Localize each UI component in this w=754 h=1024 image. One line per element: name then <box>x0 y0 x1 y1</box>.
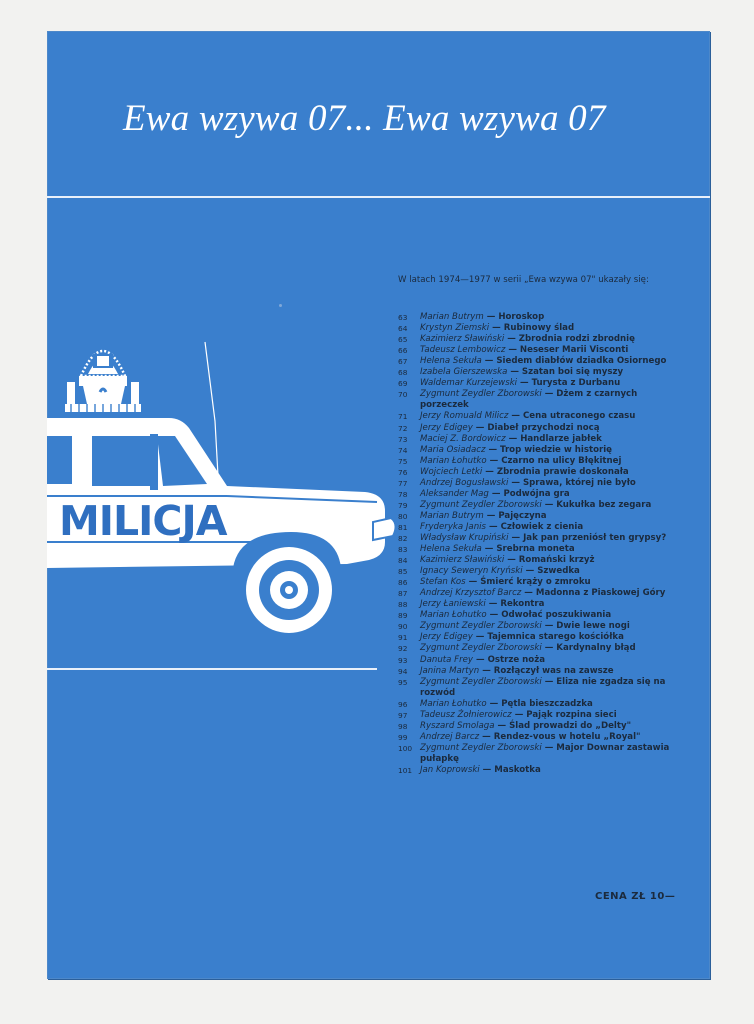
list-item-author: Jerzy Edigey <box>420 632 473 643</box>
list-item-author: Helena Sekuła <box>420 544 482 555</box>
list-item <box>398 544 678 555</box>
list-item <box>398 743 678 765</box>
list-item-number: 97 <box>398 710 408 720</box>
siren-light-icon <box>65 351 141 412</box>
list-item-number: 79 <box>398 500 408 510</box>
list-item-number: 101 <box>398 765 413 775</box>
list-item <box>398 411 678 422</box>
list-item-separator: — <box>541 742 557 753</box>
list-item-number: 90 <box>398 622 408 632</box>
list-item-separator: — <box>522 566 538 577</box>
list-item-title: Horoskop <box>498 312 545 323</box>
list-item-author: Kazimierz Sławiński <box>420 334 505 345</box>
list-item-separator: — <box>485 444 501 455</box>
list-item-number: 74 <box>398 445 408 455</box>
list-item-title: Diabeł przychodzi nocą <box>487 422 600 433</box>
list-item-title: Romański krzyż <box>518 555 595 566</box>
list-item-separator: — <box>481 544 497 555</box>
list-item-number: 98 <box>398 721 408 731</box>
list-item <box>398 610 678 621</box>
list-item-author: Izabela Gierszewska <box>420 367 508 378</box>
list-item-number: 73 <box>398 434 408 444</box>
list-item <box>398 389 678 411</box>
list-item-author: Zygmunt Zeydler Zborowski <box>420 389 542 400</box>
list-item-separator: — <box>483 510 499 521</box>
list-item <box>398 323 678 334</box>
list-item-number: 82 <box>398 533 408 543</box>
list-item <box>398 434 678 445</box>
list-item <box>398 522 678 533</box>
list-item-title: Eliza nie zgadza się na rozwód <box>420 676 666 698</box>
list-item-separator: — <box>541 499 557 510</box>
list-item-author: Jerzy Łaniewski <box>420 599 486 610</box>
list-item <box>398 721 678 732</box>
list-item-separator: — <box>486 610 502 621</box>
list-item-number: 64 <box>398 324 408 334</box>
list-item-title: Ślad prowadzi do „Delty" <box>509 720 632 731</box>
list-item <box>398 423 678 434</box>
list-item <box>398 334 678 345</box>
list-item-author: Zygmunt Zeydler Zborowski <box>420 742 542 753</box>
list-item <box>398 643 678 654</box>
list-item-separator: — <box>541 643 557 654</box>
list-item-number: 77 <box>398 478 408 488</box>
list-item-author: Danuta Frey <box>420 654 473 665</box>
list-item-title: Pajęczyna <box>498 510 547 521</box>
list-item-separator: — <box>494 720 510 731</box>
list-item-title: Rubinowy ślad <box>503 323 575 334</box>
list-item-author: Janina Martyn <box>420 665 480 676</box>
list-item-number: 94 <box>398 666 408 676</box>
list-item-title: Dżem z czarnych porzeczek <box>420 389 638 411</box>
list-item <box>398 632 678 643</box>
series-title: Ewa wzywa 07... Ewa wzywa 07 <box>123 98 606 139</box>
list-item <box>398 566 678 577</box>
list-item <box>398 765 678 776</box>
list-item-number: 76 <box>398 467 408 477</box>
list-item-separator: — <box>486 698 502 709</box>
list-item <box>398 588 678 599</box>
list-item <box>398 511 678 522</box>
list-item-author: Andrzej Barcz <box>420 731 480 742</box>
list-item <box>398 467 678 478</box>
list-item <box>398 732 678 743</box>
list-item-number: 83 <box>398 545 408 555</box>
list-item <box>398 666 678 677</box>
list-item-author: Waldemar Kurzejewski <box>420 378 518 389</box>
list-item-author: Władysław Krupiński <box>420 532 509 543</box>
list-item-title: Pętla bieszczadzka <box>501 698 593 709</box>
list-item <box>398 312 678 323</box>
list-item <box>398 345 678 356</box>
list-item-number: 93 <box>398 655 408 665</box>
list-item-separator: — <box>465 577 481 588</box>
list-item-separator: — <box>541 389 557 400</box>
list-item-number: 80 <box>398 511 408 521</box>
list-item-separator: — <box>505 345 520 356</box>
list-item-title: Turysta z Durbanu <box>531 378 621 389</box>
list-item-title: Maskotka <box>494 764 541 775</box>
list-item-author: Marian Łohutko <box>420 698 487 709</box>
list-item-author: Andrzej Bogusławski <box>420 477 509 488</box>
list-item-author: Maciej Z. Bordowicz <box>420 433 506 444</box>
list-item-author: Fryderyka Janis <box>420 521 487 532</box>
list-item-author: Wojciech Letki <box>420 466 483 477</box>
list-item-number: 68 <box>398 368 408 378</box>
list-item-title: Jak pan przeniósł ten grypsy? <box>523 532 667 543</box>
bottom-divider <box>47 668 377 670</box>
list-item <box>398 577 678 588</box>
list-item-title: Siedem diabłów dziadka Osiornego <box>496 356 667 367</box>
list-item-number: 67 <box>398 357 408 367</box>
list-item-separator: — <box>541 676 557 687</box>
list-item-number: 75 <box>398 456 408 466</box>
list-item-author: Tadeusz Żołnierowicz <box>420 709 512 720</box>
list-item-separator: — <box>521 588 536 599</box>
list-item-title: Odwołać poszukiwania <box>501 610 612 621</box>
list-item-separator: — <box>507 367 522 378</box>
list-item-separator: — <box>485 599 501 610</box>
list-item-author: Helena Sekuła <box>420 356 482 367</box>
list-item-author: Marian Butrym <box>420 312 484 323</box>
list-item-title: Pająk rozpina sieci <box>526 709 617 720</box>
list-item-number: 95 <box>398 677 408 687</box>
list-item-separator: — <box>482 466 497 477</box>
series-intro: W latach 1974—1977 w serii „Ewa wzywa 07" ukazały się: <box>398 275 649 285</box>
list-item-author: Kazimierz Sławiński <box>420 555 505 566</box>
list-item-number: 85 <box>398 567 408 577</box>
list-item <box>398 655 678 666</box>
list-item-title: Madonna z Piaskowej Góry <box>535 588 666 599</box>
list-item-author: Maria Osiadacz <box>420 444 486 455</box>
list-item-separator: — <box>486 455 502 466</box>
list-item-author: Jan Koprowski <box>420 764 480 775</box>
list-item-author: Jerzy Edigey <box>420 422 473 433</box>
list-item <box>398 367 678 378</box>
print-speck <box>279 304 282 307</box>
list-item-author: Jerzy Romuald Milicz <box>420 411 509 422</box>
list-item-number: 71 <box>398 412 408 422</box>
list-item <box>398 489 678 500</box>
list-item-number: 69 <box>398 379 408 389</box>
list-item-title: Cena utraconego czasu <box>522 411 636 422</box>
list-item <box>398 555 678 566</box>
top-divider <box>47 196 710 198</box>
list-item-separator: — <box>473 654 488 665</box>
list-item-number: 86 <box>398 578 408 588</box>
list-item-number: 78 <box>398 489 408 499</box>
list-item-author: Marian Łohutko <box>420 455 487 466</box>
list-item-separator: — <box>481 356 497 367</box>
list-item-number: 70 <box>398 390 408 400</box>
list-item-number: 89 <box>398 611 408 621</box>
list-item-separator: — <box>517 378 532 389</box>
list-item-number: 88 <box>398 600 408 610</box>
list-item-number: 99 <box>398 732 408 742</box>
book-back-cover <box>47 31 710 979</box>
list-item-title: Handlarze jabłek <box>520 433 602 444</box>
list-item <box>398 500 678 511</box>
police-car-illustration <box>47 336 397 646</box>
list-item-title: Rendez-vous w hotelu „Royal" <box>493 731 641 742</box>
list-item-title: Neseser Marii Visconti <box>519 345 629 356</box>
list-item-author: Zygmunt Zeydler Zborowski <box>420 621 542 632</box>
list-item-separator: — <box>472 632 488 643</box>
list-item-title: Zbrodnia rodzi zbrodnię <box>518 334 635 345</box>
list-item-title: Człowiek z cienia <box>500 521 584 532</box>
list-item-separator: — <box>483 312 499 323</box>
list-item-number: 92 <box>398 644 408 654</box>
list-item <box>398 356 678 367</box>
list-item-separator: — <box>508 477 523 488</box>
list-item-separator: — <box>504 555 519 566</box>
list-item-number: 87 <box>398 589 408 599</box>
list-item <box>398 621 678 632</box>
list-item-author: Marian Butrym <box>420 510 484 521</box>
list-item <box>398 677 678 699</box>
list-item-author: Andrzej Krzysztof Barcz <box>420 588 522 599</box>
list-item-title: Zbrodnia prawie doskonała <box>496 466 629 477</box>
list-item <box>398 599 678 610</box>
list-item <box>398 710 678 721</box>
list-item <box>398 456 678 467</box>
list-item-separator: — <box>508 411 523 422</box>
list-item-separator: — <box>489 323 504 334</box>
list-item-number: 65 <box>398 335 408 345</box>
price-label: CENA ZŁ 10— <box>595 891 676 902</box>
list-item-number: 81 <box>398 522 408 532</box>
list-item-separator: — <box>479 764 495 775</box>
list-item-title: Szwedka <box>537 566 580 577</box>
list-item-separator: — <box>541 621 557 632</box>
series-list <box>398 275 678 776</box>
list-item-separator: — <box>479 665 494 676</box>
list-item-title: Kukułka bez zegara <box>556 499 652 510</box>
list-item-number: 72 <box>398 423 408 433</box>
list-item-title: Ostrze noża <box>487 654 545 665</box>
list-item-title: Major Downar zastawia pułapkę <box>420 742 670 764</box>
series-entries <box>398 312 678 776</box>
list-item-number: 96 <box>398 699 408 709</box>
list-item-separator: — <box>505 433 521 444</box>
list-item-title: Śmierć krąży o zmroku <box>480 577 591 588</box>
list-item-separator: — <box>508 532 524 543</box>
list-item-title: Rekontra <box>500 599 545 610</box>
list-item-separator: — <box>486 521 501 532</box>
list-item-author: Krystyn Ziemski <box>420 323 490 334</box>
list-item-number: 84 <box>398 556 408 566</box>
list-item-title: Szatan boi się myszy <box>521 367 624 378</box>
list-item-number: 66 <box>398 346 408 356</box>
list-item-title: Podwójna gra <box>503 488 570 499</box>
list-item-number: 100 <box>398 743 413 753</box>
list-item-author: Ignacy Seweryn Kryński <box>420 566 523 577</box>
list-item <box>398 445 678 456</box>
list-item-author: Aleksander Mag <box>420 488 489 499</box>
milicja-label: MILICJA <box>59 497 227 545</box>
list-item-title: Sprawa, której nie było <box>522 477 636 488</box>
list-item-separator: — <box>472 422 488 433</box>
list-item-title: Tajemnica starego kościółka <box>487 632 624 643</box>
list-item-separator: — <box>511 709 527 720</box>
list-item-title: Kardynalny błąd <box>556 643 636 654</box>
list-item <box>398 478 678 489</box>
list-item-title: Rozłączył was na zawsze <box>493 665 614 676</box>
list-item <box>398 378 678 389</box>
list-item-title: Srebrna moneta <box>496 544 575 555</box>
list-item-author: Tadeusz Lembowicz <box>420 345 506 356</box>
list-item-author: Ryszard Smolaga <box>420 720 495 731</box>
list-item-number: 91 <box>398 633 408 643</box>
list-item-author: Zygmunt Zeydler Zborowski <box>420 643 542 654</box>
list-item-author: Marian Łohutko <box>420 610 487 621</box>
list-item <box>398 699 678 710</box>
list-item-title: Dwie lewe nogi <box>556 621 630 632</box>
list-item-separator: — <box>504 334 519 345</box>
list-item-title: Trop wiedzie w historię <box>500 444 613 455</box>
list-item-number: 63 <box>398 313 408 323</box>
list-item-separator: — <box>479 731 494 742</box>
list-item-author: Zygmunt Zeydler Zborowski <box>420 499 542 510</box>
list-item <box>398 533 678 544</box>
list-item-separator: — <box>488 488 504 499</box>
list-item-title: Czarno na ulicy Błękitnej <box>501 455 622 466</box>
list-item-author: Zygmunt Zeydler Zborowski <box>420 676 542 687</box>
list-item-author: Stefan Kos <box>420 577 466 588</box>
